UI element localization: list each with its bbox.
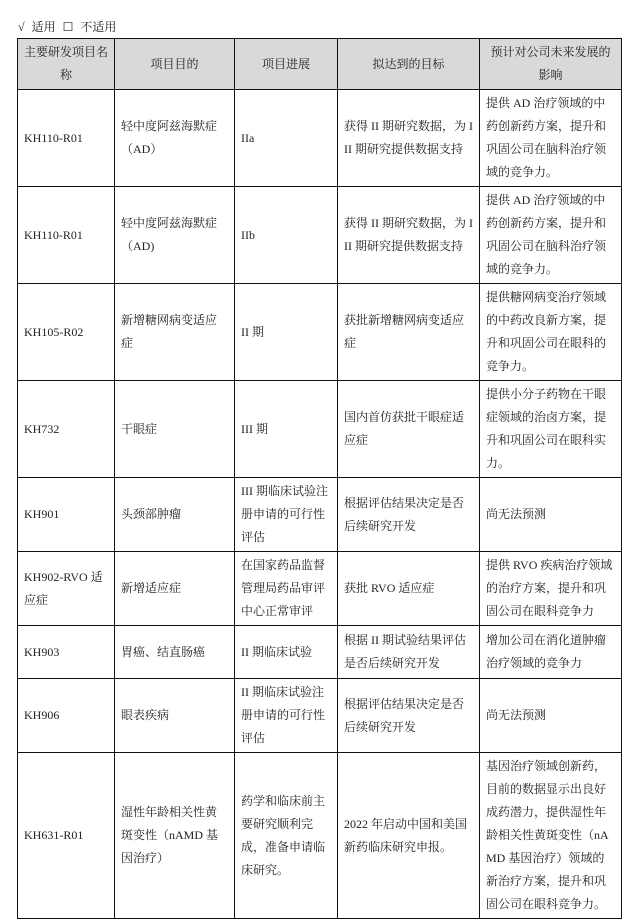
impact-cell: 提供 AD 治疗领域的中药创新药方案，提升和巩固公司在脑科治疗领域的竞争力。 (480, 90, 622, 187)
project-name-cell: KH110-R01 (18, 187, 115, 284)
rd-projects-table (17, 38, 622, 919)
header-purpose: 项目目的 (115, 39, 235, 90)
purpose-cell: 轻中度阿兹海默症（AD） (115, 90, 235, 187)
target-cell: 获得 II 期研究数据，为 III 期研究提供数据支持 (338, 187, 480, 284)
target-cell: 国内首仿获批干眼症适应症 (338, 381, 480, 478)
header-progress: 项目进展 (235, 39, 338, 90)
impact-cell: 提供 AD 治疗领域的中药创新药方案，提升和巩固公司在脑科治疗领域的竞争力。 (480, 187, 622, 284)
progress-cell: II 期临床试验 (235, 626, 338, 679)
purpose-cell: 干眼症 (115, 381, 235, 478)
purpose-cell: 轻中度阿兹海默症（AD) (115, 187, 235, 284)
purpose-cell: 眼表疾病 (115, 679, 235, 753)
progress-cell: IIb (235, 187, 338, 284)
table-row (18, 381, 622, 478)
progress-cell: 在国家药品监督管理局药品审评中心正常审评 (235, 552, 338, 626)
applicability-line (18, 18, 120, 35)
table-row (18, 90, 622, 187)
header-project-name: 主要研发项目名称 (18, 39, 115, 90)
impact-cell: 尚无法预测 (480, 679, 622, 753)
project-name-cell: KH631-R01 (18, 753, 115, 919)
target-cell: 根据 II 期试验结果评估是否后续研究开发 (338, 626, 480, 679)
purpose-cell: 头颈部肿瘤 (115, 478, 235, 552)
target-cell: 获得 II 期研究数据，为 III 期研究提供数据支持 (338, 90, 480, 187)
impact-cell: 提供 RVO 疾病治疗领域的治疗方案，提升和巩固公司在眼科竞争力 (480, 552, 622, 626)
target-cell: 根据评估结果决定是否后续研究开发 (338, 679, 480, 753)
impact-cell: 提供小分子药物在干眼症领域的治卤方案，提升和巩固公司在眼科实力。 (480, 381, 622, 478)
not-applicable-label: 不适用 (80, 20, 117, 34)
table-row (18, 284, 622, 381)
target-cell: 根据评估结果决定是否后续研究开发 (338, 478, 480, 552)
impact-cell: 基因治疗领域创新药，目前的数据显示出良好成药潜力，提供湿性年龄相关性黄斑变性（nAMD 基因治疗）领域的新治疗方案，提升和巩固公司在眼科竞争力。 (480, 753, 622, 919)
progress-cell: IIa (235, 90, 338, 187)
project-name-cell: KH902-RVO 适应症 (18, 552, 115, 626)
header-impact: 预计对公司未来发展的影响 (480, 39, 622, 90)
project-name-cell: KH906 (18, 679, 115, 753)
target-cell: 获批 RVO 适应症 (338, 552, 480, 626)
impact-cell: 尚无法预测 (480, 478, 622, 552)
progress-cell: II 期 (235, 284, 338, 381)
purpose-cell: 新增糖网病变适应症 (115, 284, 235, 381)
header-target: 拟达到的目标 (338, 39, 480, 90)
table-row (18, 187, 622, 284)
table-row (18, 552, 622, 626)
progress-cell: III 期临床试验注册申请的可行性评估 (235, 478, 338, 552)
project-name-cell: KH901 (18, 478, 115, 552)
progress-cell: III 期 (235, 381, 338, 478)
target-cell: 获批新增糖网病变适应症 (338, 284, 480, 381)
purpose-cell: 湿性年龄相关性黄斑变性（nAMD 基因治疗） (115, 753, 235, 919)
table-row (18, 679, 622, 753)
check-icon: √ (18, 20, 25, 34)
project-name-cell: KH105-R02 (18, 284, 115, 381)
checkbox-icon: ☐ (62, 20, 74, 34)
project-name-cell: KH903 (18, 626, 115, 679)
project-name-cell: KH732 (18, 381, 115, 478)
progress-cell: 药学和临床前主要研究顺利完成，准备申请临床研究。 (235, 753, 338, 919)
table-row (18, 626, 622, 679)
progress-cell: II 期临床试验注册申请的可行性评估 (235, 679, 338, 753)
table-row (18, 478, 622, 552)
project-name-cell: KH110-R01 (18, 90, 115, 187)
table-header-row (18, 39, 622, 90)
applicable-label: 适用 (31, 20, 56, 34)
target-cell: 2022 年启动中国和美国新药临床研究申报。 (338, 753, 480, 919)
impact-cell: 增加公司在消化道肿瘤治疗领域的竞争力 (480, 626, 622, 679)
purpose-cell: 新增适应症 (115, 552, 235, 626)
impact-cell: 提供糖网病变治疗领域的中药改良新方案，提升和巩固公司在眼科的竞争力。 (480, 284, 622, 381)
purpose-cell: 胃癌、结直肠癌 (115, 626, 235, 679)
table-row (18, 753, 622, 919)
